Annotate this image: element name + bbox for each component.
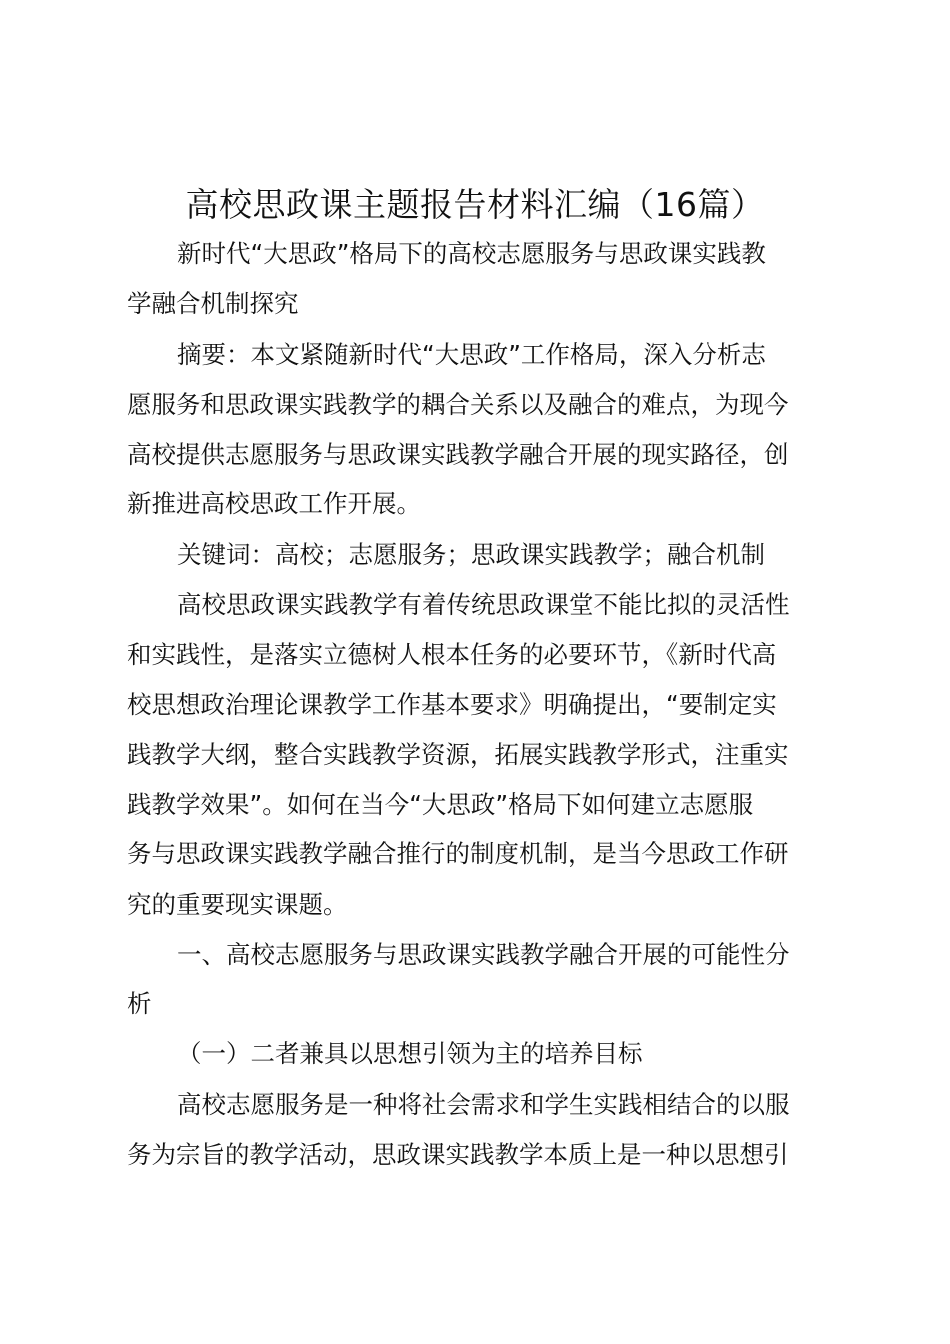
keywords-line: 关键词：高校；志愿服务；思政课实践教学；融合机制 [177, 540, 765, 569]
body-line-7: 究的重要现实课题。 [127, 890, 348, 919]
abstract-line-2: 愿服务和思政课实践教学的耦合关系以及融合的难点，为现今 [127, 390, 789, 419]
abstract-line-3: 高校提供志愿服务与思政课实践教学融合开展的现实路径，创 [127, 440, 789, 469]
subtitle-line-1: 新时代“大思政”格局下的高校志愿服务与思政课实践教 [177, 239, 766, 268]
abstract-line-4: 新推进高校思政工作开展。 [127, 489, 421, 518]
body-line-1: 高校思政课实践教学有着传统思政课堂不能比拟的灵活性 [177, 590, 790, 619]
subtitle-line-2: 学融合机制探究 [127, 289, 299, 318]
body-line-4: 践教学大纲，整合实践教学资源，拓展实践教学形式，注重实 [127, 740, 789, 769]
body-line-3: 校思想政治理论课教学工作基本要求》明确提出，“要制定实 [127, 690, 777, 719]
document-title: 高校思政课主题报告材料汇编（16篇） [185, 185, 765, 224]
body-line-2: 和实践性，是落实立德树人根本任务的必要环节，《新时代高 [127, 640, 777, 669]
abstract-line-1: 摘要：本文紧随新时代“大思政”工作格局，深入分析志 [177, 340, 766, 369]
body-line-6: 务与思政课实践教学融合推行的制度机制，是当今思政工作研 [127, 839, 789, 868]
section-heading-line-2: 析 [127, 989, 152, 1018]
body2-line-2: 务为宗旨的教学活动，思政课实践教学本质上是一种以思想引 [127, 1140, 789, 1169]
body-line-5: 践教学效果”。如何在当今“大思政”格局下如何建立志愿服 [127, 790, 754, 819]
section-heading-line-1: 一、高校志愿服务与思政课实践教学融合开展的可能性分 [177, 940, 790, 969]
body2-line-1: 高校志愿服务是一种将社会需求和学生实践相结合的以服 [177, 1090, 790, 1119]
subsection-heading: （一）二者兼具以思想引领为主的培养目标 [177, 1039, 643, 1068]
